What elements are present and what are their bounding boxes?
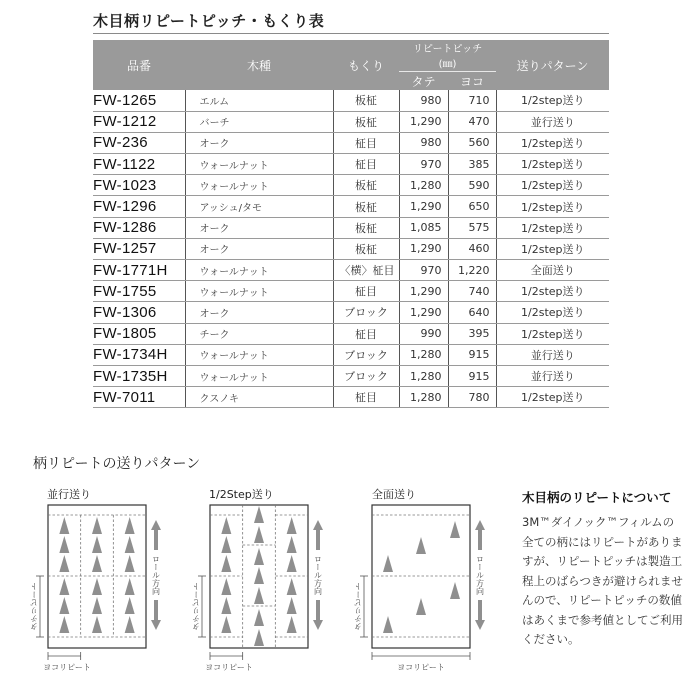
cell-horizontal-pitch: 385	[448, 154, 496, 175]
grain-triangle-icon	[59, 555, 69, 572]
cell-vertical-pitch: 980	[399, 90, 448, 111]
grain-triangle-icon	[92, 578, 102, 595]
cell-vertical-pitch: 1,290	[399, 281, 448, 302]
cell-pattern: 1/2step送り	[496, 154, 609, 175]
vertical-repeat-label: タテリピート	[353, 582, 363, 631]
cell-horizontal-pitch: 915	[448, 365, 496, 386]
horizontal-repeat-label: ヨコリピート	[205, 663, 253, 672]
grain-triangle-icon	[254, 587, 264, 604]
grain-triangle-icon	[287, 517, 297, 534]
grain-triangle-icon	[92, 536, 102, 553]
cell-product-no: FW-1296	[93, 196, 185, 217]
cell-horizontal-pitch: 640	[448, 302, 496, 323]
arrow-up-icon	[313, 520, 323, 530]
cell-product-no: FW-236	[93, 132, 185, 153]
cell-species: アッシュ/タモ	[185, 196, 333, 217]
cell-product-no: FW-1286	[93, 217, 185, 238]
cell-product-no: FW-1734H	[93, 344, 185, 365]
cell-vertical-pitch: 1,280	[399, 344, 448, 365]
cell-horizontal-pitch: 710	[448, 90, 496, 111]
cell-product-no: FW-1735H	[93, 365, 185, 386]
cell-species: クスノキ	[185, 387, 333, 408]
header-product-no: 品番	[93, 40, 185, 90]
grain-triangle-icon	[125, 517, 135, 534]
grain-triangle-icon	[287, 555, 297, 572]
arrow-down-icon	[475, 620, 485, 630]
cell-vertical-pitch: 1,290	[399, 111, 448, 132]
grain-triangle-icon	[92, 555, 102, 572]
cell-species: オーク	[185, 238, 333, 259]
table-title: 木目柄リピートピッチ・もくり表	[93, 12, 325, 30]
cell-product-no: FW-1122	[93, 154, 185, 175]
grain-triangle-icon	[125, 597, 135, 614]
grain-triangle-icon	[221, 597, 231, 614]
cell-vertical-pitch: 1,290	[399, 196, 448, 217]
grain-triangle-icon	[383, 616, 393, 633]
roll-direction-label: ロール方向	[151, 555, 161, 595]
grain-triangle-icon	[125, 536, 135, 553]
cell-grain: 柾目	[333, 323, 399, 344]
roll-direction-label: ロール方向	[475, 555, 485, 595]
cell-horizontal-pitch: 740	[448, 281, 496, 302]
cell-pattern: 並行送り	[496, 365, 609, 386]
cell-product-no: FW-1257	[93, 238, 185, 259]
header-pattern: 送りパターン	[496, 40, 609, 90]
cell-pattern: 1/2step送り	[496, 302, 609, 323]
diagram-label-parallel: 並行送り	[47, 488, 91, 501]
cell-pattern: 1/2step送り	[496, 281, 609, 302]
cell-vertical-pitch: 970	[399, 154, 448, 175]
cell-species: オーク	[185, 217, 333, 238]
cell-species: ウォールナット	[185, 175, 333, 196]
roll-direction-label: ロール方向	[313, 555, 323, 595]
grain-triangle-icon	[59, 536, 69, 553]
arrow-down-shaft	[478, 600, 482, 620]
note-title: 木目柄のリピートについて	[522, 490, 672, 505]
cell-grain: ブロック	[333, 365, 399, 386]
horizontal-repeat-label: ヨコリピート	[397, 663, 445, 672]
grain-triangle-icon	[416, 537, 426, 554]
cell-vertical-pitch: 1,280	[399, 175, 448, 196]
grain-triangle-icon	[59, 597, 69, 614]
header-species: 木種	[185, 40, 333, 90]
grain-triangle-icon	[287, 597, 297, 614]
cell-horizontal-pitch: 395	[448, 323, 496, 344]
cell-pattern: 1/2step送り	[496, 132, 609, 153]
cell-species: ウォールナット	[185, 154, 333, 175]
header-grain: もくり	[333, 40, 399, 90]
cell-grain: 板柾	[333, 238, 399, 259]
cell-grain: 板柾	[333, 196, 399, 217]
cell-species: オーク	[185, 302, 333, 323]
cell-horizontal-pitch: 575	[448, 217, 496, 238]
cell-product-no: FW-1771H	[93, 260, 185, 281]
grain-triangle-icon	[254, 609, 264, 626]
cell-grain: ブロック	[333, 344, 399, 365]
header-vertical: タテ	[399, 73, 448, 90]
grain-triangle-icon	[125, 616, 135, 633]
cell-horizontal-pitch: 560	[448, 132, 496, 153]
cell-vertical-pitch: 1,290	[399, 238, 448, 259]
diagram-label-full: 全面送り	[372, 488, 416, 501]
arrow-up-icon	[475, 520, 485, 530]
cell-species: ウォールナット	[185, 344, 333, 365]
cell-vertical-pitch: 1,280	[399, 365, 448, 386]
grain-triangle-icon	[125, 555, 135, 572]
cell-pattern: 1/2step送り	[496, 196, 609, 217]
arrow-up-shaft	[478, 530, 482, 550]
grain-triangle-icon	[92, 517, 102, 534]
cell-grain: 板柾	[333, 111, 399, 132]
grain-triangle-icon	[254, 548, 264, 565]
cell-product-no: FW-1212	[93, 111, 185, 132]
cell-grain: 柾目	[333, 132, 399, 153]
cell-vertical-pitch: 1,280	[399, 387, 448, 408]
cell-species: バーチ	[185, 111, 333, 132]
grain-triangle-icon	[221, 517, 231, 534]
cell-product-no: FW-1023	[93, 175, 185, 196]
arrow-up-icon	[151, 520, 161, 530]
cell-horizontal-pitch: 460	[448, 238, 496, 259]
cell-species: チーク	[185, 323, 333, 344]
cell-pattern: 並行送り	[496, 111, 609, 132]
cell-product-no: FW-7011	[93, 387, 185, 408]
grain-triangle-icon	[450, 521, 460, 538]
grain-triangle-icon	[221, 555, 231, 572]
cell-horizontal-pitch: 915	[448, 344, 496, 365]
horizontal-repeat-label: ヨコリピート	[43, 663, 91, 672]
diagram-label-half-step: 1/2Step送り	[209, 488, 274, 501]
grain-triangle-icon	[416, 598, 426, 615]
grain-triangle-icon	[254, 526, 264, 543]
grain-triangle-icon	[450, 582, 460, 599]
cell-grain: 柾目	[333, 387, 399, 408]
grain-triangle-icon	[92, 597, 102, 614]
grain-triangle-icon	[287, 616, 297, 633]
arrow-up-shaft	[316, 530, 320, 550]
grain-triangle-icon	[287, 536, 297, 553]
header-horizontal: ヨコ	[448, 73, 496, 90]
cell-horizontal-pitch: 470	[448, 111, 496, 132]
arrow-up-shaft	[154, 530, 158, 550]
cell-grain: 板柾	[333, 175, 399, 196]
grain-triangle-icon	[254, 567, 264, 584]
vertical-repeat-label: タテリピート	[191, 582, 201, 631]
cell-pattern: 1/2step送り	[496, 217, 609, 238]
cell-horizontal-pitch: 780	[448, 387, 496, 408]
cell-pattern: 1/2step送り	[496, 90, 609, 111]
grain-triangle-icon	[221, 578, 231, 595]
grain-triangle-icon	[59, 616, 69, 633]
cell-grain: 〈横〉柾目	[333, 260, 399, 281]
cell-pattern: 全面送り	[496, 260, 609, 281]
arrow-down-shaft	[154, 600, 158, 620]
cell-grain: 板柾	[333, 217, 399, 238]
cell-species: ウォールナット	[185, 281, 333, 302]
grain-triangle-icon	[254, 506, 264, 523]
cell-product-no: FW-1306	[93, 302, 185, 323]
header-pitch-group-label: リピートピッチ(㎜)	[399, 40, 496, 72]
cell-grain: 柾目	[333, 281, 399, 302]
grain-triangle-icon	[221, 616, 231, 633]
cell-species: ウォールナット	[185, 260, 333, 281]
note-body: 3M™ダイノック™フィルムの全ての柄にはリピートがありますが、リピートピッチは製造工程上のばらつきが避けられませんので、リピートピッチの数値はあくまで参考値としてご利用ください。	[522, 515, 683, 646]
grain-triangle-icon	[254, 629, 264, 646]
cell-horizontal-pitch: 650	[448, 196, 496, 217]
grain-triangle-icon	[59, 578, 69, 595]
cell-species: ウォールナット	[185, 365, 333, 386]
cell-species: エルム	[185, 90, 333, 111]
cell-vertical-pitch: 1,290	[399, 302, 448, 323]
grain-triangle-icon	[92, 616, 102, 633]
cell-vertical-pitch: 990	[399, 323, 448, 344]
patterns-title: 柄リピートの送りパターン	[33, 456, 201, 472]
vertical-repeat-label: タテリピート	[29, 582, 39, 631]
cell-vertical-pitch: 980	[399, 132, 448, 153]
cell-horizontal-pitch: 590	[448, 175, 496, 196]
cell-grain: 板柾	[333, 90, 399, 111]
cell-product-no: FW-1805	[93, 323, 185, 344]
cell-pattern: 並行送り	[496, 344, 609, 365]
arrow-down-shaft	[316, 600, 320, 620]
grain-triangle-icon	[125, 578, 135, 595]
cell-product-no: FW-1265	[93, 90, 185, 111]
cell-horizontal-pitch: 1,220	[448, 260, 496, 281]
cell-pattern: 1/2step送り	[496, 323, 609, 344]
cell-species: オーク	[185, 132, 333, 153]
cell-vertical-pitch: 970	[399, 260, 448, 281]
grain-triangle-icon	[383, 555, 393, 572]
arrow-down-icon	[313, 620, 323, 630]
cell-grain: 柾目	[333, 154, 399, 175]
arrow-down-icon	[151, 620, 161, 630]
cell-pattern: 1/2step送り	[496, 387, 609, 408]
cell-grain: ブロック	[333, 302, 399, 323]
cell-product-no: FW-1755	[93, 281, 185, 302]
cell-pattern: 1/2step送り	[496, 238, 609, 259]
grain-triangle-icon	[221, 536, 231, 553]
cell-vertical-pitch: 1,085	[399, 217, 448, 238]
grain-triangle-icon	[59, 517, 69, 534]
grain-triangle-icon	[287, 578, 297, 595]
cell-pattern: 1/2step送り	[496, 175, 609, 196]
